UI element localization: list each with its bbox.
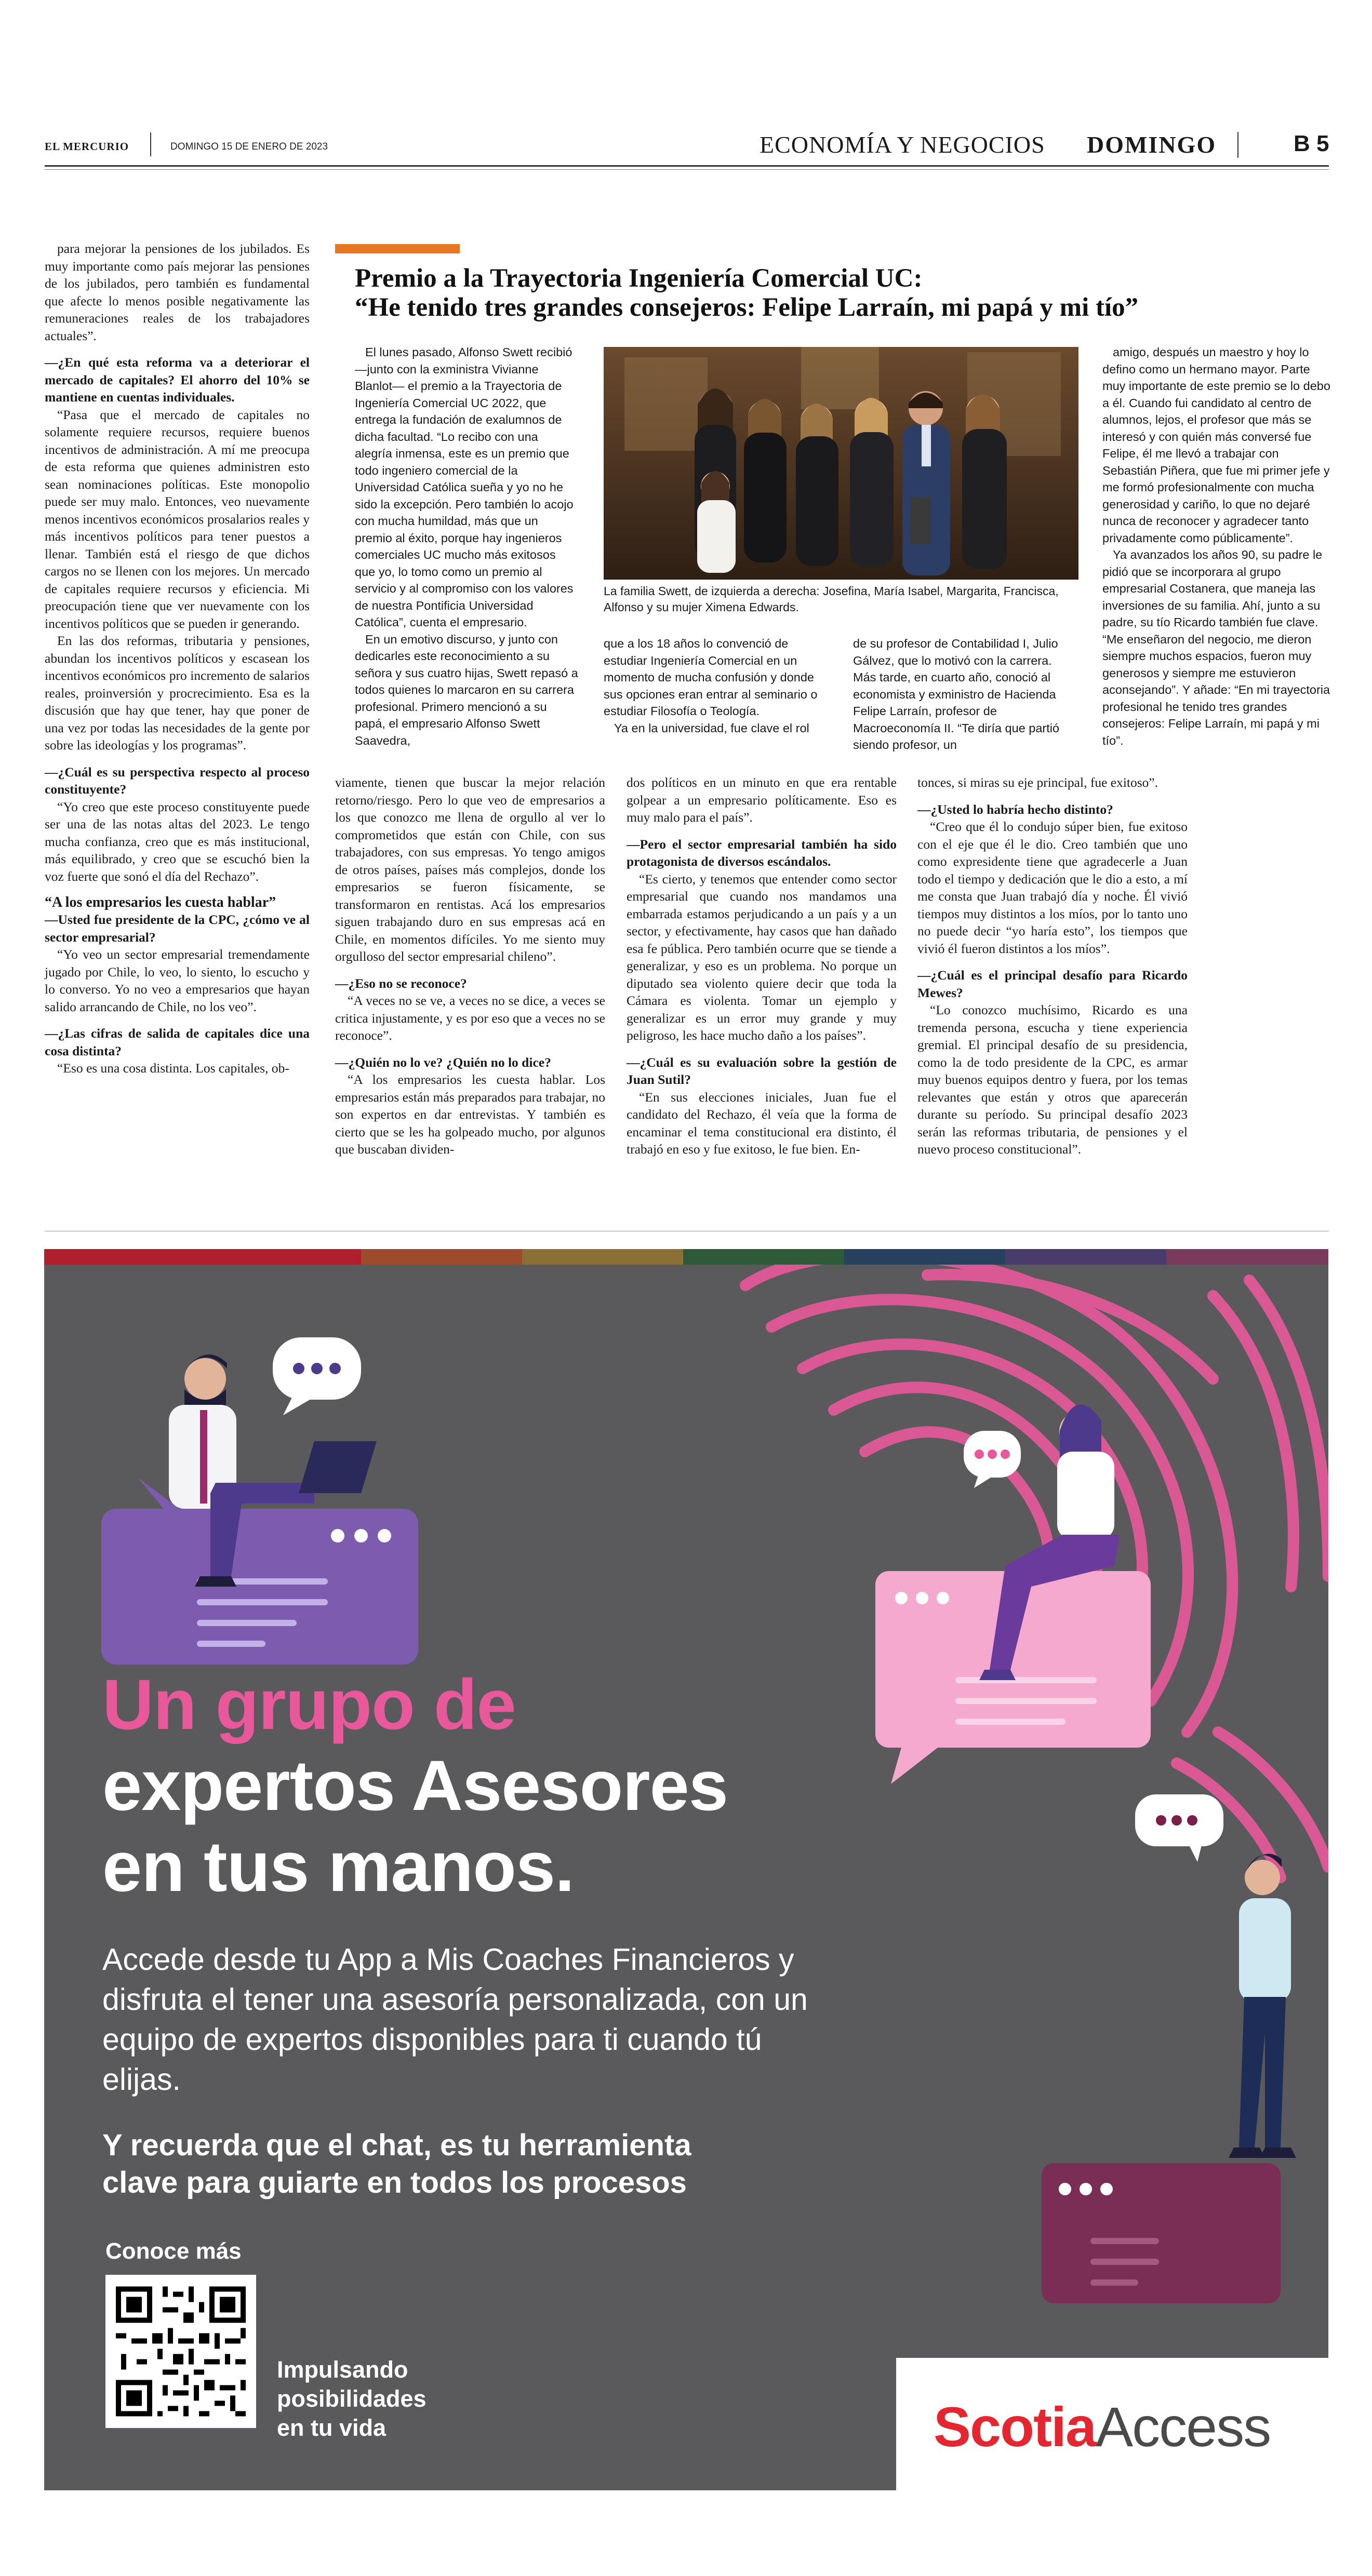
interview-question: —¿Quién no lo ve? ¿Quién no lo dice? xyxy=(335,1054,551,1070)
article-column-2 xyxy=(335,774,605,1158)
header-divider-right xyxy=(1237,132,1238,158)
ad-tagline-1: Impulsando xyxy=(277,2356,408,2383)
ad-bold-line-2: clave para guiarte en todos los procesos xyxy=(102,2166,687,2199)
paragraph: “A veces no se ve, a veces no se dice, a veces se critica injustamente, y es por eso que a veces no se reconoce”. xyxy=(335,993,605,1043)
ad-conoce-label: Conoce más xyxy=(105,2238,242,2264)
interview-question: —Usted fue presidente de la CPC, ¿cómo ve al sector empresarial? xyxy=(45,912,310,945)
paragraph: En un emotivo discurso, y junto con dedicarles este reconocimiento a su señora y sus cuatro hijas, Swett repasó a todos quienes lo marcaron en su carrera profesional. Primero mencionó a su papá, el empresario Alfonso Swett Saavedra, xyxy=(355,632,578,747)
article-headline xyxy=(355,264,1342,322)
paragraph: “Es cierto, y tenemos que entender como sector empresarial que cuando nos mandamos una embarrada estamos perjudicando a un país y a un sector, y efectivamente, hay casos que han dañado esa fe pública. Pero también ocurre que se tiende a generalizar, y eso es un problema. No porque un diputado sea violento quiere decir que toda la Cámara es violenta. Tomar un ejemplo y generalizar es un error muy grande y muy peligroso, les hace mucho daño a los países”. xyxy=(627,871,897,1043)
ad-headline-line2: expertos Asesores xyxy=(102,1746,728,1826)
interview-question: —¿Eso no se reconoce? xyxy=(335,975,467,991)
color-bar-red xyxy=(44,1249,361,1265)
paragraph: “Lo conozco muchísimo, Ricardo es una tremenda persona, escucha y tiene experiencia gremial. El principal desafío de su presidencia, como la de todo presidente de la CPC, es armar muy buenos equipos dentro y fuera, por los temas relevantes que están y otros que aparecerán durante su período. Su principal desafío 2023 serán las reformas tributaria, de pensiones y el nuevo proceso constitucional”. xyxy=(917,1002,1188,1157)
article-column-4 xyxy=(917,774,1188,1158)
ad-tagline-3: en tu vida xyxy=(277,2414,387,2441)
article2-column-mid-2 xyxy=(853,635,1071,754)
header-divider xyxy=(150,132,151,156)
interview-question: —¿Usted lo habría hecho distinto? xyxy=(917,801,1113,817)
paragraph: “En sus elecciones iniciales, Juan fue el candidato del Rechazo, él veía que la forma de encaminar el tema constitucional era distinto, él trabajó en eso y fue exitoso, le fue bien. En- xyxy=(627,1089,897,1157)
header-rule xyxy=(45,165,1329,167)
paragraph: “A los empresarios les cuesta hablar. Los empresarios están más preparados para trabajar, no son expertos en dar entrevistas. Y también es cierto que se les ha golpeado mucho, por algunos que buscaban dividen- xyxy=(335,1072,605,1157)
header-day: DOMINGO xyxy=(1087,131,1217,158)
ad-body: Accede desde tu App a Mis Coaches Financieros y disfruta el tener una asesoría personalizada, con un equipo de expertos disponibles para ti cuando tú elijas. xyxy=(102,1942,808,2097)
newspaper-name: EL MERCURIO xyxy=(45,140,129,153)
scotia-access-logo[interactable] xyxy=(896,2358,1328,2490)
paragraph: “Yo creo que este proceso constituyente puede ser una de las notas altas del 2023. Le tengo mucha confianza, creo que es más institucional, más equilibrado, y creo que se escuchó bien la voz fuerte que sonó el día del Rechazo”. xyxy=(45,799,310,884)
paragraph: “Yo veo un sector empresarial tremendamente jugado por Chile, lo veo, lo siento, lo escucho y lo converso. Yo no veo a empresarios que hayan salido arrancando de Chile, no los veo”. xyxy=(45,947,310,1014)
paragraph: que a los 18 años lo convenció de estudiar Ingeniería Comercial en un momento de mucha confusión y donde sus opciones eran entrar al seminario o estudiar Filosofía o Teología. xyxy=(604,637,818,718)
headline-line-2: “He tenido tres grandes consejeros: Felipe Larraín, mi papá y mi tío” xyxy=(355,293,1139,322)
ad-bold-text xyxy=(102,2127,691,2202)
article2-column-right xyxy=(1102,344,1331,749)
article-column-1 xyxy=(45,240,310,1077)
color-bar-rust xyxy=(361,1249,522,1265)
paragraph: “Creo que él lo condujo súper bien, fue exitoso con el eje que él le dio. Creo también que uno como expresidente tiene que agradecerle a Juan todo el tiempo y dedicación que le dio a esto, a mí me consta que Juan trabajó día y noche. Él vivió tiempos muy distintos a los míos, por lo tanto uno no puede decir “yo haría esto”, los tiempos que vivió él fueron distintos a los míos”. xyxy=(917,819,1188,956)
header-rule-thin xyxy=(45,169,1329,170)
header-date: DOMINGO 15 DE ENERO DE 2023 xyxy=(170,141,328,152)
paragraph: para mejorar la pensiones de los jubilados. Es muy importante como país mejorar las pensiones de los jubilados, pero también es fundamental que afecte lo menos posible negativamente las remuneraciones reales de los trabajadores actuales”. xyxy=(45,241,310,343)
article-column-3 xyxy=(627,774,897,1158)
color-bar-blue xyxy=(844,1249,1005,1265)
ad-bold-line-1: Y recuerda que el chat, es tu herramienta xyxy=(102,2128,691,2162)
ad-tagline xyxy=(277,2355,427,2443)
color-bar-green xyxy=(683,1249,844,1265)
photo-caption: La familia Swett, de izquierda a derecha: Josefina, María Isabel, Margarita, Francisca, Alfonso y su mujer Ximena Edwards. xyxy=(604,584,1059,614)
interview-question: —¿En qué esta reforma va a deteriorar el mercado de capitales? El ahorro del 10% se mantiene en cuentas individuales. xyxy=(45,355,310,405)
logo-access: Access xyxy=(1096,2395,1271,2458)
paragraph: Ya en la universidad, fue clave el rol xyxy=(614,721,809,735)
color-bar-ochre xyxy=(522,1249,683,1265)
page-number: B 5 xyxy=(1294,131,1329,156)
paragraph: Ya avanzados los años 90, su padre le pidió que se incorporara al grupo empresarial Costanera, que maneja las inversiones de su familia. Ahí, junto a su padre, su tío Ricardo también fue clave. “Me enseñaron del negocio, me dieron siempre muchos espacios, fueron muy generosos y siempre me estuvieron aconsejando”. Y añade: “En mi trayectoria profesional he tenido tres grandes consejeros: Felipe Larraín, mi papá y mi tío”. xyxy=(1102,548,1330,747)
ad-headline xyxy=(102,1665,728,1908)
ad-headline-pink: Un grupo de xyxy=(102,1665,516,1745)
article2-column-left xyxy=(355,344,578,749)
logo-text xyxy=(934,2394,1270,2459)
paragraph: El lunes pasado, Alfonso Swett recibió —junto con la exministra Vivianne Blanlot— el premio a la Trayectoria de Ingeniería Comercial UC 2022, que entrega la fundación de exalumnos de dicha facultad. “Lo recibo con una alegría inmensa, este es un premio que todo ingeniero comercial de la Universidad Católica sueña y yo no he sido la excepción. Pero también lo acojo con mucha humildad, más que un premio al éxito, porque hay ingenieros comerciales UC mucho más exitosos que yo, lo tomo como un premio al servicio y al compromiso con los valores de nuestra Pontificia Universidad Católica”, cuenta el empresario. xyxy=(355,345,574,629)
paragraph: de su profesor de Contabilidad I, Julio Gálvez, que lo motivó con la carrera. Más tarde, en cuarto año, conoció al economista y exministro de Hacienda Felipe Larraín, profesor de Macroeconomía II. “Te diría que partió siendo profesor, un xyxy=(853,637,1060,752)
color-bar-plum xyxy=(1166,1249,1328,1265)
family-photo xyxy=(604,347,1078,580)
photo-illustration xyxy=(604,347,1078,580)
qr-code[interactable] xyxy=(105,2275,256,2428)
interview-question: —¿Cuál es su evaluación sobre la gestión de Juan Sutil? xyxy=(627,1054,897,1087)
interview-question: —¿Cuál es el principal desafío para Ricardo Mewes? xyxy=(917,968,1188,1000)
ad-headline-line3: en tus manos. xyxy=(102,1827,575,1907)
interview-question: —¿Cuál es su perspectiva respecto al proceso constituyente? xyxy=(45,764,310,797)
ad-tagline-2: posibilidades xyxy=(277,2385,427,2412)
paragraph: tonces, si miras su eje principal, fue exitoso”. xyxy=(917,775,1158,790)
logo-scotia: Scotia xyxy=(934,2395,1096,2458)
headline-line-1: Premio a la Trayectoria Ingeniería Comercial UC: xyxy=(355,264,923,293)
paragraph: dos políticos en un minuto en que era rentable golpear a un empresario políticamente. Eso es muy malo para el país”. xyxy=(627,775,897,825)
interview-question: —¿Las cifras de salida de capitales dice una cosa distinta? xyxy=(45,1026,310,1058)
paragraph: viamente, tienen que buscar la mejor relación retorno/riesgo. Pero lo que veo de empresarios a los que conozco me llena de orgullo al ver lo comprometidos que están con Chile, con sus trabajadores, con sus empresas. Yo tengo amigos de otros países, países más complejos, donde los empresarios se fueron físicamente, se transformaron en rentistas. Acá los empresarios siguen trabajando duro en sus empresas acá en Chile, en momentos difíciles. Yo me siento muy orgulloso del sector empresarial chileno”. xyxy=(335,775,605,964)
qr-code-icon xyxy=(105,2275,256,2428)
paragraph: “Pasa que el mercado de capitales no solamente requiere recursos, requiere buenos incentivos de administración. A mí me preocupa de esta reforma que quienes administren esto sean nominaciones políticas. Este monopolio puede ser muy malo. Entonces, veo nuevamente menos incentivos económicos prosalarios reales y más incentivos políticos para tener puestos a llenar. También está el riesgo de que dichos cargos no se llenen con los mejores. Un mercado de capitales requiere recursos y eficiencia. Mi preocupación tiene que ver nuevamente con los incentivos políticos que se pueden ir generando. xyxy=(45,407,310,631)
article2-column-mid-1 xyxy=(604,635,820,736)
scotia-advertisement[interactable] xyxy=(44,1249,1328,2490)
section-title: ECONOMÍA Y NEGOCIOS xyxy=(760,131,1045,158)
paragraph: En las dos reformas, tributaria y pensiones, abundan los incentivos políticos y escasean los incentivos económicos pro incremento de salarios reales, proinversión y procrecimiento. Esa es la discusión que hay que tener, hay que poner de una vez por todas las necesidades de la gente por sobre las ideologías y los programas”. xyxy=(45,633,310,753)
paragraph: “Eso es una cosa distinta. Los capitales, ob- xyxy=(57,1061,289,1076)
color-bar-indigo xyxy=(1005,1249,1166,1265)
paragraph: amigo, después un maestro y hoy lo defino como un hermano mayor. Parte muy importante de este premio se lo debo a él. Cuando fui candidato al centro de alumnos, lejos, el profesor que más se interesó y con quién más conversé fue Felipe, él me llevó a trabajar con Sebastián Piñera, que fue mi primer jefe y me formó profesionalmente con mucha generosidad y cariño, lo que no dejaré nunca de reconocer y agradecer tanto privadamente como públicamente”. xyxy=(1102,345,1330,545)
interview-question: —Pero el sector empresarial también ha sido protagonista de diversos escándalos. xyxy=(627,836,897,869)
accent-bar xyxy=(335,244,460,253)
subheading: “A los empresarios les cuesta hablar” xyxy=(45,894,276,910)
